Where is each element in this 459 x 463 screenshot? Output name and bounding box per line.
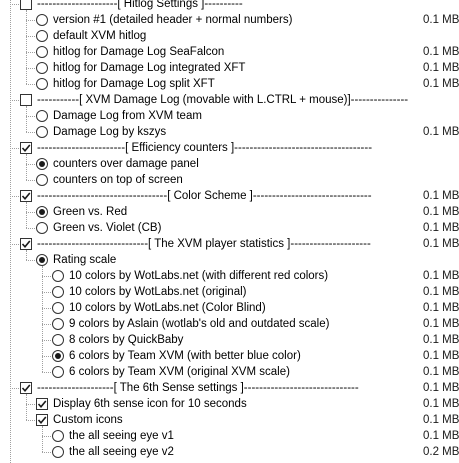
radio-dot-icon <box>39 209 45 215</box>
tree-row[interactable] <box>0 28 452 44</box>
component-size: 0.1 MB <box>423 318 459 330</box>
component-size: 0.1 MB <box>423 222 459 234</box>
radio-unselected[interactable] <box>36 46 48 58</box>
tree-row[interactable] <box>0 44 459 60</box>
checkmark-icon <box>21 191 31 201</box>
tree-item-label[interactable]: Damage Log from XVM team <box>53 110 202 122</box>
radio-unselected[interactable] <box>36 62 48 74</box>
tree-row[interactable] <box>0 236 459 252</box>
tree-row[interactable] <box>0 0 452 12</box>
tree-row[interactable] <box>0 284 459 300</box>
tree-row[interactable] <box>0 60 459 76</box>
tree-item-label[interactable]: --------------------[ The 6th Sense settings ]------------------------------ <box>37 382 359 394</box>
tree-item-label[interactable]: -----------------------------[ The XVM player statistics ]--------------------- <box>37 238 371 250</box>
component-size: 0.1 MB <box>423 366 459 378</box>
checkmark-icon <box>21 383 31 393</box>
tree-row[interactable] <box>0 172 452 188</box>
checkbox-unchecked[interactable] <box>20 94 32 106</box>
checkbox-checked[interactable] <box>36 414 48 426</box>
tree-item-label[interactable]: counters on top of screen <box>53 174 183 186</box>
radio-unselected[interactable] <box>52 302 64 314</box>
tree-item-label[interactable]: hitlog for Damage Log split XFT <box>53 78 215 90</box>
component-size: 0.2 MB <box>423 446 459 458</box>
component-size: 0.1 MB <box>423 430 459 442</box>
tree-row[interactable] <box>0 204 459 220</box>
component-size: 0.1 MB <box>423 14 459 26</box>
tree-row[interactable] <box>0 316 459 332</box>
tree-item-label[interactable]: Rating scale <box>53 254 117 266</box>
radio-unselected[interactable] <box>52 334 64 346</box>
tree-item-label[interactable]: Display 6th sense icon for 10 seconds <box>53 398 247 410</box>
tree-item-label[interactable]: 8 colors by QuickBaby <box>69 334 184 346</box>
radio-dot-icon <box>39 161 45 167</box>
checkbox-checked[interactable] <box>20 190 32 202</box>
tree-item-label[interactable]: counters over damage panel <box>53 158 199 170</box>
tree-row[interactable] <box>0 300 459 316</box>
checkbox-unchecked[interactable] <box>20 0 32 10</box>
tree-row[interactable] <box>0 188 459 204</box>
tree-item-label[interactable]: -----------------------[ Efficiency counters ]------------------------------------ <box>37 142 373 154</box>
radio-dot-icon <box>55 353 61 359</box>
tree-row[interactable] <box>0 124 459 140</box>
radio-unselected[interactable] <box>52 270 64 282</box>
tree-item-label[interactable]: hitlog for Damage Log integrated XFT <box>53 62 246 74</box>
tree-row[interactable] <box>0 92 452 108</box>
tree-item-label[interactable]: Custom icons <box>53 414 123 426</box>
tree-row[interactable] <box>0 444 459 460</box>
checkbox-checked[interactable] <box>20 238 32 250</box>
tree-item-label[interactable]: 6 colors by Team XVM (with better blue color) <box>69 350 301 362</box>
tree-item-label[interactable]: 10 colors by WotLabs.net (original) <box>69 286 247 298</box>
tree-item-label[interactable]: 10 colors by WotLabs.net (with different red colors) <box>69 270 329 282</box>
component-size: 0.1 MB <box>423 382 459 394</box>
tree-item-label[interactable]: default XVM hitlog <box>53 30 147 42</box>
radio-unselected[interactable] <box>52 366 64 378</box>
tree-row[interactable] <box>0 380 459 396</box>
tree-row[interactable] <box>0 12 459 28</box>
tree-item-label[interactable]: version #1 (detailed header + normal numbers) <box>53 14 293 26</box>
tree-item-label[interactable]: 9 colors by Aslain (wotlab's old and outdated scale) <box>69 318 330 330</box>
checkbox-checked[interactable] <box>36 398 48 410</box>
checkmark-icon <box>37 415 47 425</box>
component-size: 0.1 MB <box>423 414 459 426</box>
tree-row[interactable] <box>0 412 459 428</box>
radio-selected[interactable] <box>36 206 48 218</box>
component-size: 0.1 MB <box>423 350 459 362</box>
radio-unselected[interactable] <box>36 126 48 138</box>
tree-item-label[interactable]: the all seeing eye v1 <box>69 430 174 442</box>
tree-row[interactable] <box>0 220 459 236</box>
component-size: 0.1 MB <box>423 190 459 202</box>
tree-row[interactable] <box>0 428 459 444</box>
component-size: 0.1 MB <box>423 206 459 218</box>
radio-selected[interactable] <box>36 254 48 266</box>
radio-unselected[interactable] <box>36 14 48 26</box>
component-size: 0.1 MB <box>423 334 459 346</box>
radio-unselected[interactable] <box>52 446 64 458</box>
tree-item-label[interactable]: Green vs. Violet (CB) <box>53 222 162 234</box>
component-size: 0.1 MB <box>423 78 459 90</box>
tree-row[interactable] <box>0 348 459 364</box>
radio-unselected[interactable] <box>52 318 64 330</box>
component-size: 0.1 MB <box>423 62 459 74</box>
radio-unselected[interactable] <box>36 110 48 122</box>
tree-row[interactable] <box>0 268 459 284</box>
tree-row[interactable] <box>0 364 459 380</box>
tree-item-label[interactable]: -----------[ XVM Damage Log (movable with L.CTRL + mouse)]--------------- <box>37 94 409 106</box>
tree-item-label[interactable]: 10 colors by WotLabs.net (Color Blind) <box>69 302 266 314</box>
tree-item-label[interactable]: Damage Log by kszys <box>53 126 167 138</box>
radio-unselected[interactable] <box>52 430 64 442</box>
tree-item-label[interactable]: hitlog for Damage Log SeaFalcon <box>53 46 225 58</box>
checkmark-icon <box>21 239 31 249</box>
tree-row[interactable] <box>0 156 452 172</box>
checkmark-icon <box>37 399 47 409</box>
radio-unselected[interactable] <box>36 30 48 42</box>
tree-row[interactable] <box>0 332 459 348</box>
tree-row[interactable] <box>0 252 452 268</box>
tree-item-label[interactable]: 6 colors by Team XVM (original XVM scale) <box>69 366 290 378</box>
tree-item-label[interactable]: ----------------------------------[ Color Scheme ]------------------------------- <box>37 190 372 202</box>
component-size: 0.1 MB <box>423 238 459 250</box>
tree-item-label[interactable]: Green vs. Red <box>53 206 128 218</box>
radio-unselected[interactable] <box>36 78 48 90</box>
radio-unselected[interactable] <box>52 286 64 298</box>
component-size: 0.1 MB <box>423 126 459 138</box>
radio-unselected[interactable] <box>36 222 48 234</box>
component-size: 0.1 MB <box>423 302 459 314</box>
radio-selected[interactable] <box>36 158 48 170</box>
radio-dot-icon <box>39 257 45 263</box>
component-size: 0.1 MB <box>423 286 459 298</box>
tree-row[interactable] <box>0 76 459 92</box>
tree-item-label[interactable]: the all seeing eye v2 <box>69 446 174 458</box>
radio-selected[interactable] <box>52 350 64 362</box>
component-size: 0.1 MB <box>423 270 459 282</box>
checkbox-checked[interactable] <box>20 142 32 154</box>
tree-row[interactable] <box>0 396 459 412</box>
component-size: 0.1 MB <box>423 46 459 58</box>
tree-row[interactable] <box>0 108 452 124</box>
tree-row[interactable] <box>0 140 452 156</box>
radio-unselected[interactable] <box>36 174 48 186</box>
tree-item-label[interactable]: ---------------------[ Hitlog Settings ]---------- <box>37 0 243 10</box>
checkbox-checked[interactable] <box>20 382 32 394</box>
component-size: 0.1 MB <box>423 398 459 410</box>
checkmark-icon <box>21 143 31 153</box>
